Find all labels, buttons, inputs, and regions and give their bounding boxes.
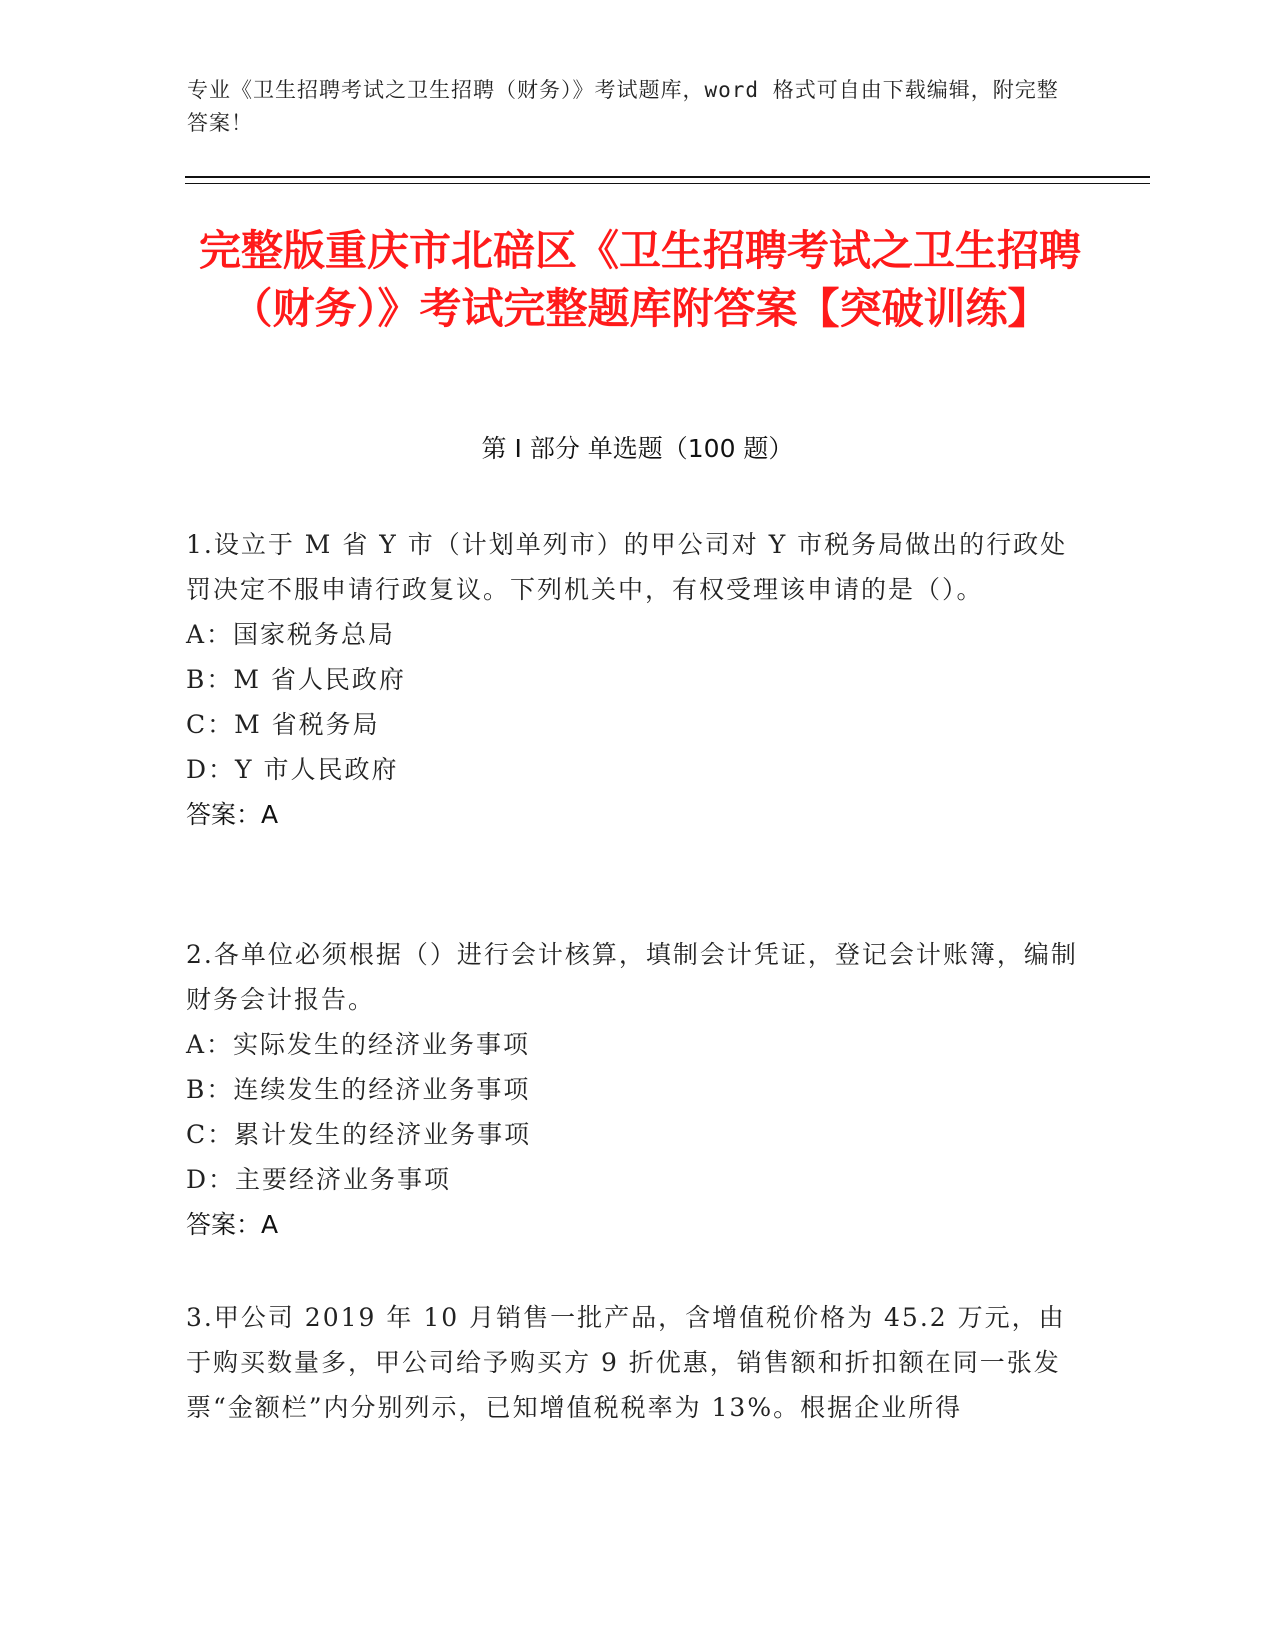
option-b: B：连续发生的经济业务事项 — [186, 1075, 531, 1104]
document-title: 完整版重庆市北碚区《卫生招聘考试之卫生招聘（财务）》考试完整题库附答案【突破训练】 — [198, 226, 1081, 333]
question-2 — [186, 932, 1081, 1247]
option-a: A：实际发生的经济业务事项 — [186, 1030, 531, 1059]
header-divider-thin — [185, 183, 1150, 184]
question-1 — [186, 522, 1081, 837]
question-stem: 2.各单位必须根据（）进行会计核算，填制会计凭证，登记会计账簿，编制财务会计报告。 — [186, 940, 1078, 1014]
answer: 答案：A — [186, 1210, 279, 1239]
option-d: D：Y 市人民政府 — [186, 755, 399, 784]
option-b: B：M 省人民政府 — [186, 665, 406, 694]
option-d: D：主要经济业务事项 — [186, 1165, 452, 1194]
section-heading: 第 I 部分 单选题（100 题） — [481, 434, 794, 463]
option-c: C：累计发生的经济业务事项 — [186, 1120, 532, 1149]
answer: 答案：A — [186, 800, 279, 829]
question-3 — [186, 1295, 1081, 1430]
question-stem: 3.甲公司 2019 年 10 月销售一批产品，含增值税价格为 45.2 万元，由于购买数量多，甲公司给予购买方 9 折优惠，销售额和折扣额在同一张发票“金额栏”内分别列示，已知增值税税率为 13%。根据企业所得 — [186, 1303, 1066, 1422]
option-a: A：国家税务总局 — [186, 620, 396, 649]
option-c: C：M 省税务局 — [186, 710, 380, 739]
header-divider-thick — [185, 176, 1150, 178]
header-note: 专业《卫生招聘考试之卫生招聘（财务）》考试题库，word 格式可自由下载编辑，附完整答案！ — [187, 78, 1059, 135]
question-stem: 1.设立于 M 省 Y 市（计划单列市）的甲公司对 Y 市税务局做出的行政处罚决定不服申请行政复议。下列机关中，有权受理该申请的是（）。 — [186, 530, 1068, 604]
